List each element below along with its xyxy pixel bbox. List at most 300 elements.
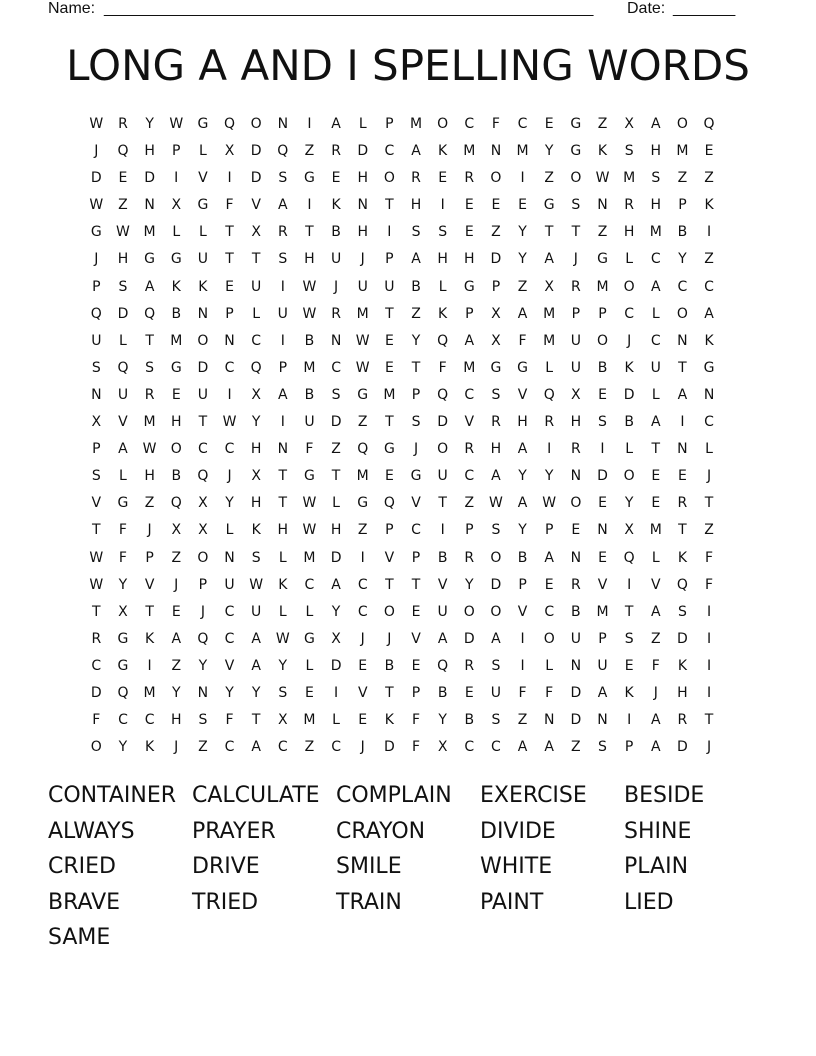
grid-letter: O [543,630,555,647]
grid-letter: E [491,197,501,214]
grid-letter: Q [703,116,715,132]
grid-letter: S [278,684,288,701]
grid-letter: G [197,197,209,214]
grid-letter: N [330,332,342,349]
grid-letter: P [518,576,527,593]
grid-letter: X [624,116,634,132]
grid-letter: N [570,468,582,485]
grid-letter: T [385,576,394,593]
grid-letter: V [198,170,208,187]
grid-letter: E [651,468,661,485]
grid-letter: W [222,414,237,431]
grid-letter: Q [117,684,129,701]
grid-letter: Z [357,414,368,431]
grid-letter: H [464,251,475,268]
grid-letter: G [703,359,715,376]
grid-letter: O [90,739,102,756]
grid-letter: I [520,630,525,647]
grid-letter: S [598,414,607,431]
grid-letter: W [302,495,317,512]
grid-letter: A [650,603,661,620]
grid-letter: K [677,549,687,566]
grid-letter: N [490,143,502,160]
grid-letter: Z [357,522,368,539]
grid-letter: F [651,657,660,674]
grid-letter: H [117,251,129,268]
grid-letter: D [330,414,342,431]
grid-letter: T [92,603,101,620]
grid-letter: H [170,414,182,431]
grid-letter: U [117,386,129,403]
grid-letter: D [490,251,502,268]
grid-letter: Q [117,359,129,376]
word-item: BESIDE [624,783,705,808]
grid-letter: T [704,712,714,729]
grid-letter: R [464,170,475,187]
grid-letter: Y [465,576,474,593]
grid-letter: A [650,712,661,729]
grid-letter: N [91,386,102,403]
grid-letter: V [91,495,102,512]
grid-letter: A [650,414,661,431]
grid-letter: Z [650,630,661,647]
grid-letter: I [307,116,312,132]
grid-letter: G [597,251,608,268]
grid-row [83,274,722,301]
grid-letter: G [117,630,129,647]
grid-letter: F [705,549,714,566]
grid-letter: D [330,549,342,566]
grid-letter: T [305,224,314,241]
grid-letter: P [624,739,634,756]
grid-letter: R [624,197,634,214]
grid-letter: H [250,441,262,458]
word-item: PAINT [480,889,544,915]
grid-letter: I [280,332,285,349]
grid-letter: R [331,143,341,160]
grid-letter: F [705,576,714,593]
grid-letter: K [704,197,714,214]
grid-letter: J [706,739,712,756]
grid-letter: C [491,739,501,756]
grid-letter: G [410,468,422,485]
grid-letter: A [278,386,288,403]
grid-letter: H [677,684,688,701]
grid-letter: C [331,739,341,756]
grid-letter: J [94,251,99,268]
grid-letter: W [249,576,264,593]
grid-letter: S [278,251,288,268]
grid-letter: N [597,197,608,214]
grid-letter: U [570,359,581,376]
grid-letter: L [252,305,261,322]
grid-letter: K [597,143,608,160]
grid-letter: C [704,278,714,295]
grid-letter: W [142,441,157,458]
grid-letter: G [357,386,369,403]
grid-letter: K [704,332,714,349]
grid-row [83,301,722,328]
word-list [48,778,768,956]
grid-letter: K [251,522,261,539]
grid-letter: X [624,522,634,539]
grid-letter: A [437,630,448,647]
grid-letter: W [302,305,317,322]
grid-letter: W [89,197,104,214]
grid-row [83,490,722,517]
grid-letter: G [463,278,475,295]
grid-letter: P [571,305,581,322]
grid-letter: E [358,657,368,674]
grid-letter: Z [544,170,554,187]
grid-letter: C [464,468,475,485]
grid-letter: H [490,441,502,458]
grid-letter: H [650,197,662,214]
grid-letter: E [464,684,474,701]
grid-letter: F [518,684,527,701]
grid-letter: D [570,684,582,701]
grid-letter: F [545,684,554,701]
word-item: COMPLAIN [336,783,452,808]
grid-letter: P [411,684,421,701]
grid-letter: E [598,386,607,403]
grid-letter: W [89,549,104,566]
grid-letter: J [573,251,578,268]
grid-row [83,219,722,246]
grid-letter: I [520,170,525,187]
grid-letter: G [304,630,315,647]
grid-letter: H [304,251,315,268]
grid-letter: X [171,522,182,539]
grid-letter: G [197,116,209,132]
grid-letter: Z [517,712,528,729]
grid-letter: B [597,359,608,376]
grid-letter: Z [304,143,315,160]
grid-row [83,517,722,544]
grid-letter: A [331,116,341,132]
grid-letter: O [490,603,502,620]
grid-letter: E [704,143,714,160]
grid-letter: C [464,386,475,403]
grid-letter: T [704,495,714,512]
grid-letter: Q [437,332,449,349]
grid-letter: N [570,549,582,566]
grid-letter: J [200,603,205,620]
grid-letter: M [463,359,476,376]
grid-letter: L [438,278,447,295]
grid-letter: I [227,170,232,187]
grid-letter: G [357,495,369,512]
grid-letter: Z [331,441,341,458]
grid-letter: X [91,414,102,431]
word-item: WHITE [480,854,553,879]
grid-letter: P [278,359,288,376]
grid-letter: W [302,522,317,539]
date-label: Date: [627,0,666,17]
grid-letter: K [384,712,394,729]
grid-letter: P [465,305,474,322]
grid-letter: T [278,495,288,512]
grid-letter: J [413,441,419,458]
grid-letter: S [411,414,421,431]
word-item: CALCULATE [192,783,320,808]
grid-letter: M [383,386,396,403]
grid-letter: S [91,359,101,376]
grid-letter: J [174,739,179,756]
grid-letter: J [360,630,365,647]
grid-letter: K [198,278,208,295]
grid-letter: Q [144,305,156,322]
grid-letter: V [118,414,128,431]
grid-letter: Y [518,224,527,241]
grid-letter: L [305,657,314,674]
grid-row [83,680,722,707]
grid-letter: I [706,603,712,620]
grid-letter: D [197,359,209,376]
grid-letter: R [411,170,421,187]
grid-letter: D [677,630,688,647]
grid-letter: A [517,305,528,322]
grid-letter: O [463,603,475,620]
grid-letter: B [171,305,182,322]
grid-letter: S [118,278,128,295]
grid-letter: L [278,603,287,620]
grid-letter: X [118,603,128,620]
grid-letter: Y [171,684,181,701]
grid-letter: I [360,549,365,566]
grid-letter: S [491,712,501,729]
grid-letter: G [383,441,395,458]
grid-letter: B [437,684,448,701]
grid-letter: M [143,414,156,431]
grid-letter: U [384,278,395,295]
word-item: PRAYER [192,818,276,844]
grid-letter: Z [118,197,128,214]
grid-letter: R [118,116,128,132]
letter-grid [83,111,722,761]
grid-letter: O [676,116,688,132]
grid-letter: J [147,522,152,539]
grid-letter: L [305,603,314,620]
grid-row [83,138,722,165]
grid-letter: V [357,684,368,701]
grid-letter: Z [517,278,528,295]
grid-letter: N [277,441,289,458]
grid-letter: B [171,468,182,485]
grid-letter: L [651,305,660,322]
grid-letter: A [251,657,261,674]
grid-letter: H [437,251,448,268]
grid-letter: C [144,712,155,729]
grid-letter: Y [145,116,154,132]
grid-letter: E [598,549,607,566]
grid-letter: R [491,414,501,431]
grid-letter: R [464,441,475,458]
grid-letter: O [623,278,635,295]
grid-letter: U [437,603,448,620]
grid-row [83,626,722,653]
grid-letter: P [145,549,154,566]
grid-letter: Y [251,414,261,431]
grid-letter: I [627,712,632,729]
grid-letter: W [355,332,370,349]
grid-letter: B [677,224,688,241]
grid-letter: O [197,332,209,349]
grid-letter: Q [543,386,555,403]
grid-letter: A [517,495,528,512]
grid-letter: U [277,305,288,322]
grid-letter: G [117,657,129,674]
grid-letter: E [384,359,394,376]
grid-letter: O [676,305,688,322]
grid-letter: O [383,170,395,187]
word-item: PLAIN [624,854,689,879]
name-line: _______________________________________________________ [104,0,594,17]
grid-letter: R [91,630,102,647]
grid-letter: U [490,684,502,701]
grid-letter: L [198,224,207,241]
grid-letter: J [174,576,179,593]
grid-row [83,734,722,761]
grid-letter: D [250,143,262,160]
grid-letter: T [385,305,394,322]
grid-letter: V [384,549,395,566]
grid-letter: P [172,143,181,160]
grid-letter: M [303,712,316,729]
grid-letter: M [543,332,556,349]
grid-letter: P [411,549,421,566]
grid-letter: A [251,739,261,756]
word-item: CRIED [48,854,116,879]
grid-letter: Z [704,170,714,187]
grid-letter: C [91,657,102,674]
grid-letter: A [650,278,661,295]
grid-letter: B [624,414,634,431]
grid-letter: Q [383,495,395,512]
grid-letter: A [251,630,261,647]
grid-letter: C [224,630,235,647]
grid-letter: Z [677,170,688,187]
grid-letter: S [145,359,155,376]
grid-letter: U [224,576,235,593]
grid-letter: L [119,332,127,349]
grid-letter: N [543,712,555,729]
grid-letter: L [119,468,127,485]
grid-letter: Q [623,549,635,566]
grid-letter: I [307,197,312,214]
grid-letter: W [302,278,317,295]
grid-letter: F [225,712,234,729]
grid-letter: R [677,495,688,512]
word-row [48,778,768,814]
grid-letter: M [356,468,369,485]
grid-letter: N [677,441,688,458]
grid-letter: E [518,197,527,214]
grid-letter: D [250,170,262,187]
grid-letter: U [570,332,581,349]
grid-letter: P [598,630,607,647]
grid-letter: E [651,495,661,512]
grid-letter: M [623,170,636,187]
grid-letter: M [303,549,316,566]
grid-letter: I [147,657,152,674]
grid-letter: W [595,170,610,187]
grid-letter: Z [597,116,608,132]
grid-letter: C [224,603,235,620]
grid-letter: N [570,657,582,674]
grid-letter: I [227,386,232,403]
grid-letter: T [278,468,288,485]
grid-row [83,246,722,273]
grid-letter: B [331,224,341,241]
grid-letter: X [544,278,554,295]
grid-letter: I [174,170,179,187]
grid-letter: O [570,495,582,512]
grid-letter: C [411,522,421,539]
grid-letter: T [651,441,661,458]
name-label: Name: [48,0,96,17]
grid-row [83,463,722,490]
header [48,0,748,20]
grid-letter: M [303,359,316,376]
grid-letter: V [597,576,608,593]
grid-letter: M [143,224,156,241]
grid-letter: T [385,414,394,431]
grid-letter: E [571,522,581,539]
grid-letter: W [489,495,503,512]
grid-letter: S [491,522,501,539]
grid-letter: G [144,251,156,268]
grid-letter: I [706,224,712,241]
grid-letter: X [437,739,448,756]
grid-letter: S [331,386,341,403]
grid-letter: P [385,522,394,539]
grid-row [83,572,722,599]
grid-letter: S [677,603,687,620]
grid-letter: R [331,305,341,322]
grid-letter: L [625,441,634,458]
grid-letter: Z [704,522,714,539]
grid-letter: Z [411,305,421,322]
grid-letter: C [677,278,688,295]
word-item: SHINE [624,818,692,844]
grid-letter: O [596,332,608,349]
grid-letter: O [197,549,209,566]
grid-letter: I [547,441,552,458]
grid-letter: C [118,712,128,729]
grid-letter: S [198,712,208,729]
grid-letter: Y [118,739,128,756]
grid-letter: Q [437,386,449,403]
grid-letter: E [544,576,554,593]
grid-letter: C [464,739,475,756]
grid-letter: G [570,116,582,132]
grid-letter: G [170,251,182,268]
grid-letter: Q [277,143,289,160]
grid-letter: K [171,278,181,295]
grid-letter: X [251,468,261,485]
grid-letter: N [224,549,235,566]
grid-letter: U [197,386,208,403]
grid-letter: F [305,441,314,458]
grid-letter: R [544,414,555,431]
grid-letter: I [706,657,712,674]
grid-row [83,409,722,436]
grid-letter: V [437,576,448,593]
grid-letter: T [251,712,261,729]
grid-letter: R [677,712,688,729]
page-title: LONG A AND I SPELLING WORDS [66,41,750,90]
